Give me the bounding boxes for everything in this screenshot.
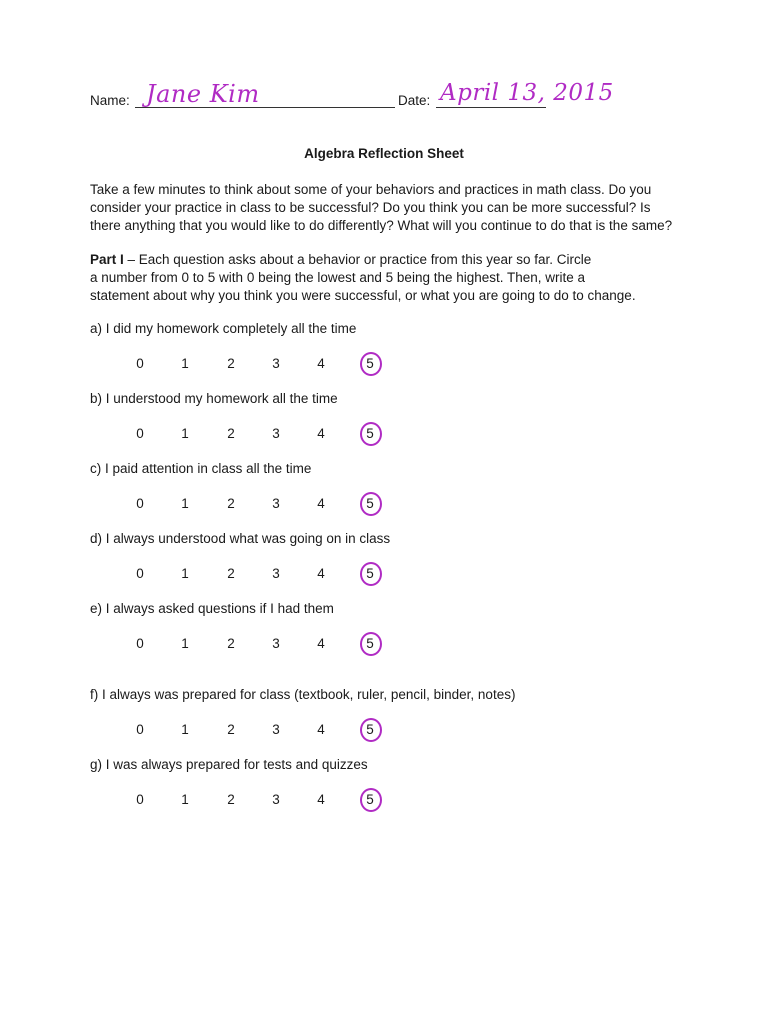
question-text: g) I was always prepared for tests and quizzes bbox=[90, 757, 368, 772]
name-handwriting: Jane Kim bbox=[146, 80, 260, 108]
rating-option[interactable]: 2 bbox=[227, 496, 235, 511]
date-handwriting: April 13, 2015 bbox=[440, 80, 614, 106]
selection-circle-mark bbox=[360, 422, 382, 446]
rating-option[interactable]: 5 bbox=[366, 792, 374, 807]
rating-option[interactable]: 1 bbox=[181, 356, 189, 371]
question-text: a) I did my homework completely all the time bbox=[90, 321, 357, 336]
rating-option[interactable]: 4 bbox=[317, 496, 325, 511]
rating-option[interactable]: 0 bbox=[136, 566, 144, 581]
rating-option[interactable]: 1 bbox=[181, 722, 189, 737]
rating-option[interactable]: 2 bbox=[227, 792, 235, 807]
rating-option[interactable]: 2 bbox=[227, 356, 235, 371]
question-text: b) I understood my homework all the time bbox=[90, 391, 338, 406]
rating-option[interactable]: 1 bbox=[181, 566, 189, 581]
question-text: c) I paid attention in class all the time bbox=[90, 461, 312, 476]
intro-line: consider your practice in class to be successful? Do you think you can be more successful? Is bbox=[90, 200, 651, 215]
rating-option[interactable]: 4 bbox=[317, 426, 325, 441]
rating-option[interactable]: 2 bbox=[227, 636, 235, 651]
rating-option[interactable]: 4 bbox=[317, 792, 325, 807]
rating-option[interactable]: 0 bbox=[136, 636, 144, 651]
selection-circle-mark bbox=[360, 632, 382, 656]
rating-option[interactable]: 2 bbox=[227, 722, 235, 737]
rating-option[interactable]: 3 bbox=[272, 722, 280, 737]
intro-paragraph bbox=[90, 181, 710, 235]
rating-option[interactable]: 1 bbox=[181, 792, 189, 807]
rating-option[interactable]: 1 bbox=[181, 426, 189, 441]
rating-option[interactable]: 4 bbox=[317, 356, 325, 371]
intro-line: Take a few minutes to think about some of your behaviors and practices in math class. Do you bbox=[90, 182, 652, 197]
rating-option[interactable]: 0 bbox=[136, 426, 144, 441]
question-text: e) I always asked questions if I had them bbox=[90, 601, 334, 616]
rating-option[interactable]: 5 bbox=[366, 566, 374, 581]
rating-option[interactable]: 3 bbox=[272, 636, 280, 651]
rating-option[interactable]: 5 bbox=[366, 636, 374, 651]
rating-option[interactable]: 3 bbox=[272, 566, 280, 581]
rating-option[interactable]: 3 bbox=[272, 426, 280, 441]
rating-scale bbox=[0, 422, 768, 446]
rating-scale bbox=[0, 632, 768, 656]
page-title: Algebra Reflection Sheet bbox=[304, 146, 464, 161]
rating-scale bbox=[0, 352, 768, 376]
rating-option[interactable]: 4 bbox=[317, 722, 325, 737]
part1-instructions bbox=[90, 251, 710, 305]
rating-option[interactable]: 5 bbox=[366, 722, 374, 737]
rating-option[interactable]: 0 bbox=[136, 356, 144, 371]
rating-option[interactable]: 3 bbox=[272, 496, 280, 511]
rating-option[interactable]: 0 bbox=[136, 496, 144, 511]
rating-option[interactable]: 4 bbox=[317, 566, 325, 581]
rating-scale bbox=[0, 562, 768, 586]
part1-heading: Part I bbox=[90, 252, 124, 267]
header-row bbox=[90, 80, 710, 116]
rating-option[interactable]: 3 bbox=[272, 792, 280, 807]
rating-option[interactable]: 5 bbox=[366, 496, 374, 511]
name-label: Name: bbox=[90, 93, 130, 108]
rating-option[interactable]: 4 bbox=[317, 636, 325, 651]
rating-option[interactable]: 2 bbox=[227, 566, 235, 581]
rating-option[interactable]: 0 bbox=[136, 792, 144, 807]
selection-circle-mark bbox=[360, 492, 382, 516]
question-text: f) I always was prepared for class (textbook, ruler, pencil, binder, notes) bbox=[90, 687, 516, 702]
selection-circle-mark bbox=[360, 718, 382, 742]
rating-option[interactable]: 5 bbox=[366, 426, 374, 441]
rating-scale bbox=[0, 788, 768, 812]
date-label: Date: bbox=[398, 93, 431, 108]
part1-line1-text: – Each question asks about a behavior or practice from this year so far. Circle bbox=[123, 252, 592, 267]
rating-scale bbox=[0, 718, 768, 742]
selection-circle-mark bbox=[360, 562, 382, 586]
rating-option[interactable]: 1 bbox=[181, 496, 189, 511]
part1-line bbox=[90, 251, 710, 269]
selection-circle-mark bbox=[360, 788, 382, 812]
part1-line: statement about why you think you were successful, or what you are going to do to change. bbox=[90, 288, 636, 303]
question-text: d) I always understood what was going on in class bbox=[90, 531, 391, 546]
rating-option[interactable]: 1 bbox=[181, 636, 189, 651]
rating-option[interactable]: 3 bbox=[272, 356, 280, 371]
selection-circle-mark bbox=[360, 352, 382, 376]
rating-scale bbox=[0, 492, 768, 516]
intro-line: there anything that you would like to do differently? What will you continue to do that is the same? bbox=[90, 218, 673, 233]
part1-line: a number from 0 to 5 with 0 being the lowest and 5 being the highest. Then, write a bbox=[90, 270, 586, 285]
rating-option[interactable]: 2 bbox=[227, 426, 235, 441]
date-line bbox=[436, 107, 546, 108]
rating-option[interactable]: 0 bbox=[136, 722, 144, 737]
rating-option[interactable]: 5 bbox=[366, 356, 374, 371]
